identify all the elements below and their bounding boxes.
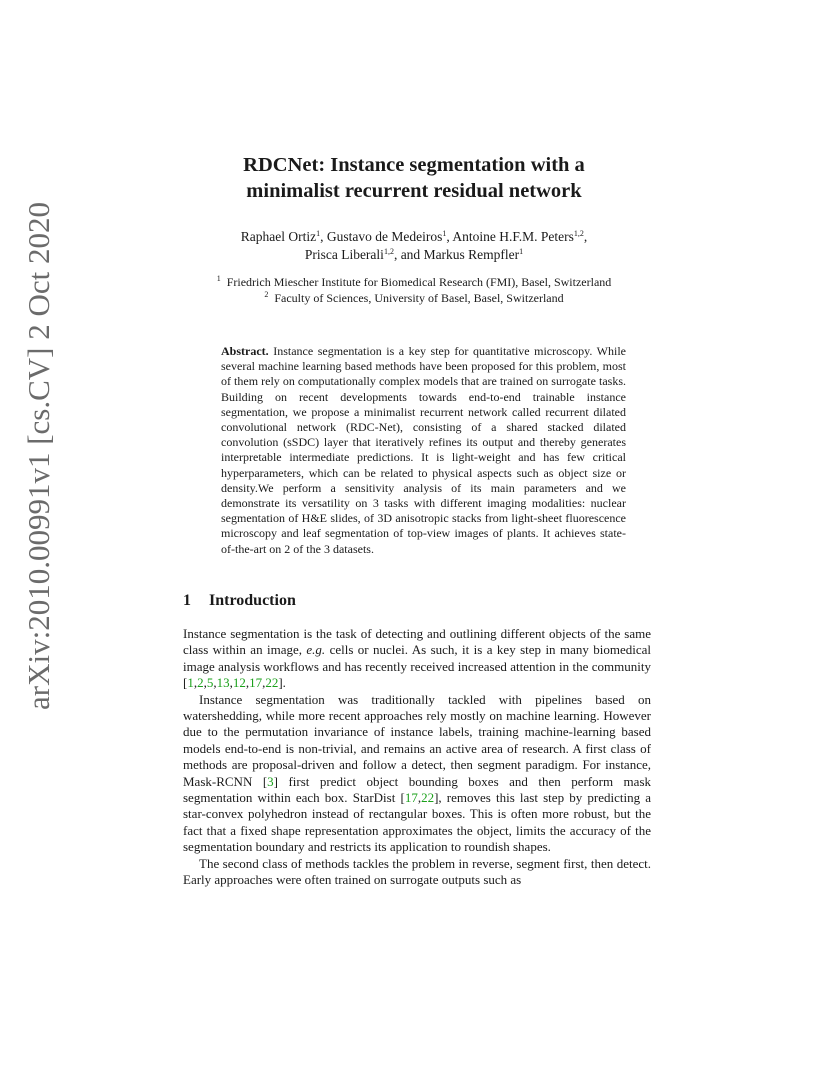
affiliation-1: $^1$ Friedrich Miescher Institute for Biomedical Research (FMI), Basel, Switzerland <box>216 274 612 289</box>
citation-link[interactable]: 2 <box>197 675 204 691</box>
section-heading <box>183 592 296 610</box>
author-name: Markus Rempfler <box>423 247 520 262</box>
abstract <box>221 344 626 557</box>
author-affil-sup: 1 <box>442 229 447 238</box>
citation-link[interactable]: 22 <box>421 790 435 806</box>
citation-link[interactable]: 13 <box>216 675 230 691</box>
title-line-1: RDCNet: Instance segmentation with a <box>243 154 585 176</box>
abstract-text: Instance segmentation is a key step for quantitative microscopy. While several machine learning based methods have been proposed for this problem, most of them rely on computationally complex models that are trained on surrogate tasks. Building on recent developments towards end-to-end trainable instance segmentation, we propose a minimalist recurrent network called recurrent dilated convolutional network (RDC-Net), consisting of a shared stacked dilated convolution (sSDC) layer that iteratively refines its output and thereby generates interpretable intermediate predictions. It is light-weight and has few critical hyperparameters, which can be related to physical aspects such as object size or density.We perform a sensitivity analysis of its main parameters and we demonstrate its versatility on 3 tasks with different imaging modalities: nuclear segmentation of H&E slides, of 3D anisotropic stacks from light-sheet fluorescence microscopy and leaf segmentation of top-view images of plants. It achieves state-of-the-art on 2 of the 3 datasets. <box>221 344 626 556</box>
citation-link[interactable]: 17 <box>249 675 263 691</box>
author-list: Raphael Ortiz$^1$, Gustavo de Medeiros$^1$, Antoine H.F.M. Peters$^{1,2}$, Prisca Liberali$^{1,2}$, and Markus Rempfler$^1$ <box>240 229 588 262</box>
author-affil-sup: 1,2 <box>573 229 584 238</box>
abstract-label: Abstract. <box>221 344 269 358</box>
citation-link[interactable]: 1 <box>187 675 194 691</box>
section-number: 1 <box>183 592 191 609</box>
title-line-2: minimalist recurrent residual network <box>246 180 582 202</box>
introduction-body <box>183 626 651 889</box>
author-name: Antoine H.F.M. Peters <box>452 229 574 244</box>
author-name: Raphael Ortiz <box>240 229 317 244</box>
author-name: Gustavo de Medeiros <box>326 229 443 244</box>
paragraph: Instance segmentation was traditionally tackled with pipelines based on watershedding, while more recent approaches rely mostly on machine learning. However due to the permutation invariance of instance labels, training machine-learning based models end-to-end is non-trivial, and remains an active area of research. A first class of methods are proposal-driven and follow a detect, then segment paradigm. For instance, Mask-RCNN [3] first predict object bounding boxes and then perform mask segmentation within each box. StarDist [17,22], removes this last step by predicting a star-convex polyhedron instead of rectangular boxes. This is often more robust, but the fact that a fixed shape representation approximates the object, limits the accuracy of the segmentation boundary and restricts its application to roundish shapes. <box>183 691 652 855</box>
author-affil-sup: 1 <box>316 229 321 238</box>
arxiv-sidebar-stamp: arXiv:2010.00991v1 [cs.CV] 2 Oct 2020 <box>21 202 56 710</box>
affiliation-2: $^2$ Faculty of Sciences, University of Basel, Basel, Switzerland <box>264 290 564 305</box>
citation-link[interactable]: 3 <box>267 773 274 789</box>
author-affil-sup: 1 <box>519 247 524 256</box>
section-title: Introduction <box>209 592 296 609</box>
author-affil-sup: 1,2 <box>383 247 394 256</box>
author-name: Prisca Liberali <box>304 247 384 262</box>
citation-link[interactable]: 12 <box>232 675 246 691</box>
paragraph: Instance segmentation is the task of detecting and outlining different objects of the same class within an image, e.g. cells or nuclei. As such, it is a key step in many biomedical image analysis workflows and has recently received increased attention in the community [1,2,5,13,12,17,22]. <box>183 626 651 691</box>
paragraph: The second class of methods tackles the problem in reverse, segment first, then detect. Early approaches were often trained on surrogate outputs such as <box>183 855 651 888</box>
citation-link[interactable]: 22 <box>265 675 279 691</box>
citation-link[interactable]: 17 <box>404 790 418 806</box>
citation-link[interactable]: 5 <box>206 675 214 691</box>
affiliations <box>0 274 828 306</box>
paper-title <box>0 152 828 204</box>
